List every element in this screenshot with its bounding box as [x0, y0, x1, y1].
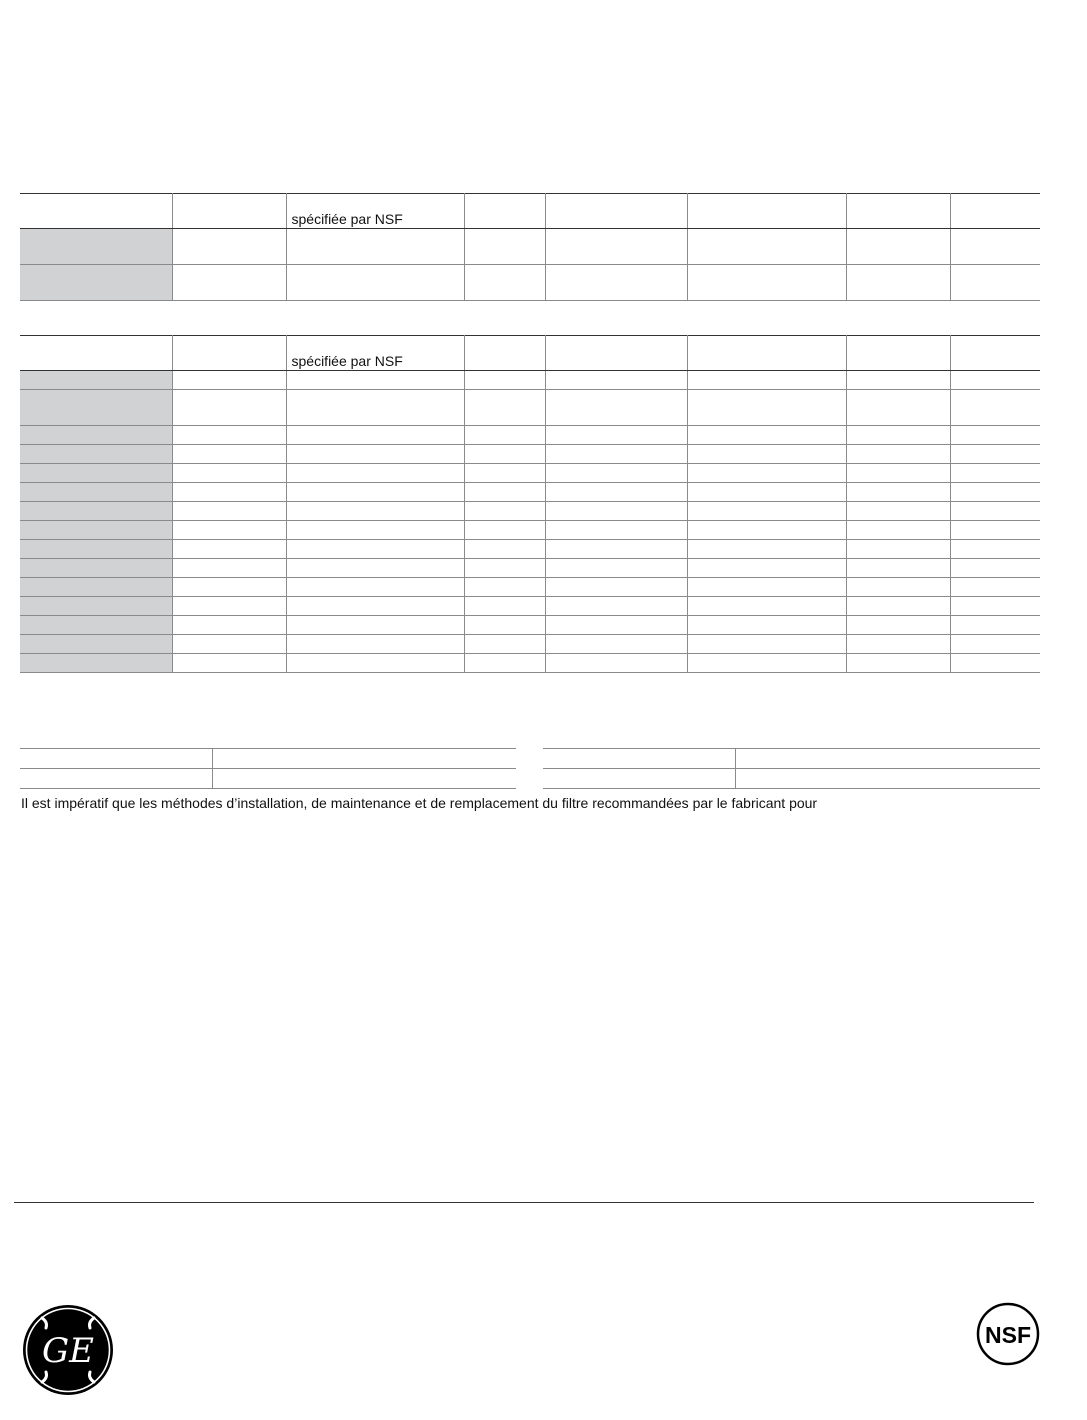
flow-rate-table-left — [20, 748, 516, 789]
row-label-cell — [20, 390, 172, 426]
row-label-cell — [20, 521, 172, 540]
table-row — [20, 654, 1040, 673]
performance-table-2 — [20, 335, 1040, 673]
table-row — [20, 578, 1040, 597]
table-row — [20, 483, 1040, 502]
table-row — [20, 559, 1040, 578]
row-label-cell — [20, 483, 172, 502]
ge-logo-text: GE — [42, 1331, 94, 1371]
table-row — [20, 265, 1040, 301]
row-label-cell — [20, 464, 172, 483]
table-row — [20, 390, 1040, 426]
row-label-cell — [20, 265, 172, 301]
row-label-cell — [20, 616, 172, 635]
row-label-cell — [20, 635, 172, 654]
table-header-row — [20, 336, 1040, 371]
row-label-cell — [20, 502, 172, 521]
table-row — [20, 769, 516, 789]
flow-rate-table-right — [543, 748, 1040, 789]
row-label-cell — [20, 229, 172, 265]
performance-table-1 — [20, 193, 1040, 301]
row-label-cell — [20, 654, 172, 673]
table-row — [20, 521, 1040, 540]
table-row — [20, 749, 516, 769]
nsf-logo — [976, 1302, 1040, 1366]
row-label-cell — [20, 597, 172, 616]
table-row — [20, 616, 1040, 635]
row-label-cell — [20, 578, 172, 597]
table-row — [20, 464, 1040, 483]
header-cell-nsf — [286, 194, 464, 229]
footer-divider — [14, 1202, 1034, 1203]
nsf-spec-label: spécifiée par NSF — [291, 353, 403, 369]
header-cell-nsf — [286, 336, 464, 371]
row-label-cell — [20, 426, 172, 445]
row-label-cell — [20, 559, 172, 578]
table-row — [543, 769, 1040, 789]
table-row — [543, 749, 1040, 769]
nsf-logo-text: NSF — [985, 1322, 1031, 1348]
table-row — [20, 445, 1040, 464]
installation-note: Il est impératif que les méthodes d’installation, de maintenance et de remplacement du filtre recommandées par le fabricant pour — [21, 795, 818, 811]
table-row — [20, 635, 1040, 654]
nsf-spec-label: spécifiée par NSF — [291, 211, 403, 227]
row-label-cell — [20, 540, 172, 559]
row-label-cell — [20, 445, 172, 464]
table-row — [20, 540, 1040, 559]
row-label-cell — [20, 371, 172, 390]
table-row — [20, 371, 1040, 390]
table-row — [20, 229, 1040, 265]
table-row — [20, 597, 1040, 616]
table-row — [20, 502, 1040, 521]
table-row — [20, 426, 1040, 445]
table-header-row — [20, 194, 1040, 229]
ge-logo — [22, 1304, 114, 1396]
